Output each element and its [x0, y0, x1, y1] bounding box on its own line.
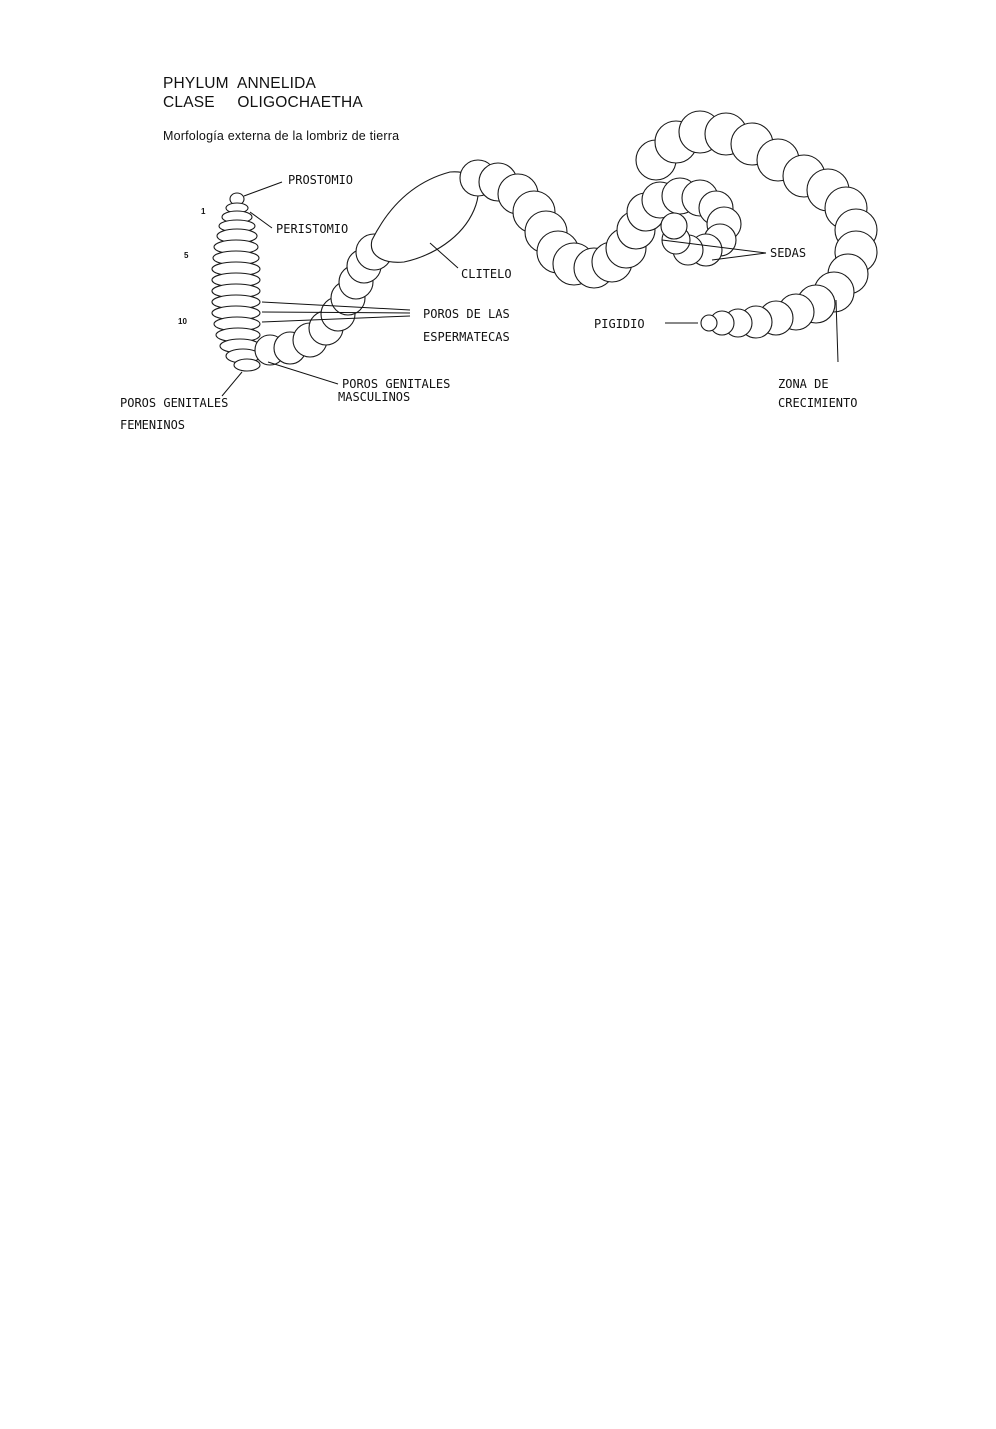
label-peristomio: PERISTOMIO	[276, 222, 349, 236]
label-clitelo: CLITELO	[461, 267, 512, 281]
label-poros-femeninos-2: FEMENINOS	[120, 418, 186, 432]
figure-subtitle: Morfología externa de la lombriz de tierra	[163, 129, 400, 143]
phylum-title: PHYLUM ANNELIDA	[163, 75, 317, 92]
label-prostomio: PROSTOMIO	[288, 173, 354, 187]
worm-body	[212, 111, 877, 371]
worm-segment	[234, 359, 260, 371]
label-pigidio: PIGIDIO	[594, 317, 645, 331]
label-zona-2: CRECIMIENTO	[778, 396, 858, 410]
label-poros-espermatecas-2: ESPERMATECAS	[423, 330, 510, 344]
label-sedas: SEDAS	[770, 246, 807, 260]
class-title: CLASE OLIGOCHAETHA	[163, 94, 363, 111]
label-poros-masculinos-2: MASCULINOS	[338, 390, 411, 404]
segment-number-5: 5	[184, 251, 189, 260]
label-poros-femeninos-1: POROS GENITALES	[120, 396, 229, 410]
earthworm-diagram	[0, 0, 996, 470]
segment-number-10: 10	[178, 317, 187, 326]
label-poros-masculinos-1: POROS GENITALES	[342, 377, 451, 391]
worm-segment	[701, 315, 717, 331]
label-poros-espermatecas-1: POROS DE LAS	[423, 307, 510, 321]
label-zona-1: ZONA DE	[778, 377, 829, 391]
worm-segment	[661, 213, 687, 239]
segment-number-1: 1	[201, 207, 206, 216]
